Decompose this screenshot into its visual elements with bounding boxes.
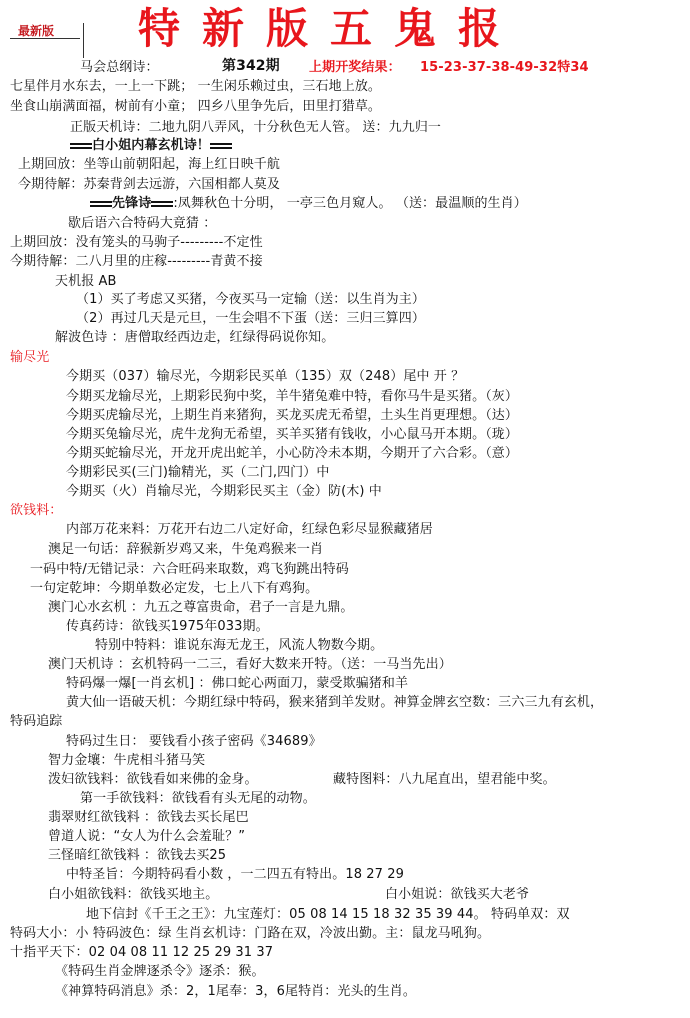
text-line: 七星伴月水东去，一上一下跳； 一生闲乐赖过虫，三石地上放。 <box>10 79 382 94</box>
last-result-value: 15-23-37-38-49-32特34 <box>420 60 589 75</box>
text-line: 今期买龙输尽光，上期彩民狗中奖，羊牛猪兔难中特，看你马牛是买猪。（灰） <box>66 389 519 404</box>
badge-label: 最新版 <box>18 24 55 38</box>
text-line: 《神算特码消息》杀：2，1尾奉：3，6尾特肖：光头的生肖。 <box>55 984 416 999</box>
text-line: 今期待解：苏秦背剑去远游，六国相都人莫及 <box>18 177 281 192</box>
text-line: 澳门心水玄机 ：九五之尊富贵命，君子一言是九鼎。 <box>48 600 354 615</box>
text-line: 三怪暗红欲钱料 ：欲钱去买25 <box>48 848 227 863</box>
text-line: 十指平天下：02 04 08 11 12 25 29 31 37 <box>10 945 274 960</box>
text-line: 地下信封《千王之王》：九宝莲灯：05 08 14 15 18 32 35 39 44。 特码单双：双 <box>86 907 570 922</box>
text-line: 一句定乾坤：今期单数必定发，七上八下有鸡狗。 <box>30 581 319 596</box>
text-line: （2）再过几天是元旦，一生会唱不下蛋（送：三归三算四） <box>76 311 425 326</box>
text-line: 今期买（037）输尽光，今期彩民买单（135）双（248）尾中 开 ？ <box>66 369 465 384</box>
text-line: 特码过生日： 要钱看小孩子密码《34689》 <box>66 734 322 749</box>
text-line: 上期回放：没有笼头的马驹子---------不定性 <box>10 235 263 250</box>
text-line: 特码爆一爆[一肖玄机] ：佛口蛇心两面刀，蒙受欺骗猪和羊 <box>66 676 409 691</box>
section-title: 输尽光 <box>10 350 50 365</box>
text-line: 解波色诗 ：唐僧取经西边走，红绿得码说你知。 <box>55 330 335 345</box>
text-line: 中特圣旨：今期特码看小数 ，一二四五有特出。18 27 29 <box>66 867 405 882</box>
text-line: 白小姐说：欲钱买大老爷 <box>385 887 530 902</box>
text-line: 内部万花来料：万花开右边二八定好命，红绿色彩尽显猴藏猪居 <box>66 522 433 537</box>
text-line: 曾道人说：“女人为什么会羞耻？” <box>48 829 246 844</box>
text-line: 今期买虎输尽光，上期生肖来猪狗，买龙买虎无希望，土头生肖更理想。（达） <box>66 408 519 423</box>
text-line: 翡翠财红欲钱料 ：欲钱去买长尾巴 <box>48 810 249 825</box>
double-bar-icon <box>70 141 92 151</box>
double-bar-icon <box>151 199 173 209</box>
text-line: 特码大小：小 特码波色：绿 生肖玄机诗：门路在双，冷波出勤。主：鼠龙马吼狗。 <box>10 926 491 941</box>
text-line: 特别中特料：谁说东海无龙王，风流人物数今期。 <box>95 638 384 653</box>
latest-edition-badge <box>10 20 80 39</box>
text-line: 今期买蛇输尽光，开龙开虎出蛇羊，小心防冷未本期，今期开了六合彩。（意） <box>66 446 519 461</box>
heading-text: 先锋诗 <box>112 196 152 211</box>
text-line: 泼妇欲钱料：欲钱看如来佛的金身。 <box>48 772 258 787</box>
text-line: 今期待解：二八月里的庄稼---------青黄不接 <box>10 254 263 269</box>
issue-number: 第342期 <box>222 58 280 74</box>
page-title: 特新版五鬼报 <box>138 4 523 53</box>
text-line: 黄大仙一语破天机：今期红绿中特码，猴来猪到羊发财。神算金牌玄空数：三六三九有玄机， <box>66 695 604 710</box>
issue-intro: 马会总纲诗： <box>80 60 159 75</box>
text-line: 正版天机诗：二地九阴八弄风，十分秋色无人管。 送：九九归一 <box>70 120 442 135</box>
last-result-label: 上期开奖结果： <box>309 60 401 75</box>
section-title: 欲钱料： <box>10 503 63 518</box>
text-line: 传真药诗：欲钱买1975年033期。 <box>66 619 269 634</box>
heading-line <box>90 196 527 212</box>
text-line: 今期买（火）肖输尽光，今期彩民买主（金）防(木) 中 <box>66 484 382 499</box>
text-line: 坐食山崩满面福，树前有小童； 四乡八里争先后，田里打猎草。 <box>10 99 382 114</box>
text-line: 天机报 AB <box>55 274 117 289</box>
text-line: 白小姐欲钱料：欲钱买地主。 <box>48 887 219 902</box>
heading-line <box>70 138 232 154</box>
text-line: 智力金壤：牛虎相斗猪马笑 <box>48 753 206 768</box>
text-line: 上期回放：坐等山前朝阳起，海上红日映千航 <box>18 157 281 172</box>
text-line: （1）买了考虑又买猪，今夜买马一定输（送：以生肖为主） <box>76 292 425 307</box>
text-line: 今期买兔输尽光，虎牛龙狗无希望，买羊买猪有钱收，小心鼠马开本期。（珑） <box>66 427 519 442</box>
text-line: 今期彩民买(三门)输精光，买（二门,四门）中 <box>66 465 330 480</box>
text-line: 歇后语六合特码大竟猜 ： <box>68 216 217 231</box>
text-line: 第一手欲钱料：欲钱看有头无尾的动物。 <box>80 791 316 806</box>
text-line: 澳门天机诗 ：玄机特码一二三，看好大数来开特。（送：一马当先出） <box>48 657 452 672</box>
double-bar-icon <box>90 199 112 209</box>
divider <box>83 23 84 58</box>
text-line: 澳足一句话：辞猴新岁鸡又来，牛兔鸡猴来一肖 <box>48 542 324 557</box>
text-line: 藏特图料：八九尾直出，望君能中奖。 <box>333 772 556 787</box>
text-line: :凤舞秋色十分明， 一亭三色月窥人。 （送：最温顺的生肖） <box>173 196 527 211</box>
heading-text: 白小姐内幕玄机诗！ <box>92 138 210 153</box>
text-line: 特码追踪 <box>10 714 63 729</box>
text-line: 一码中特/无错记录：六合旺码来取数，鸡飞狗跳出特码 <box>30 562 349 577</box>
text-line: 《特码生肖金牌逐杀令》逐杀：猴。 <box>55 964 265 979</box>
double-bar-icon <box>210 141 232 151</box>
